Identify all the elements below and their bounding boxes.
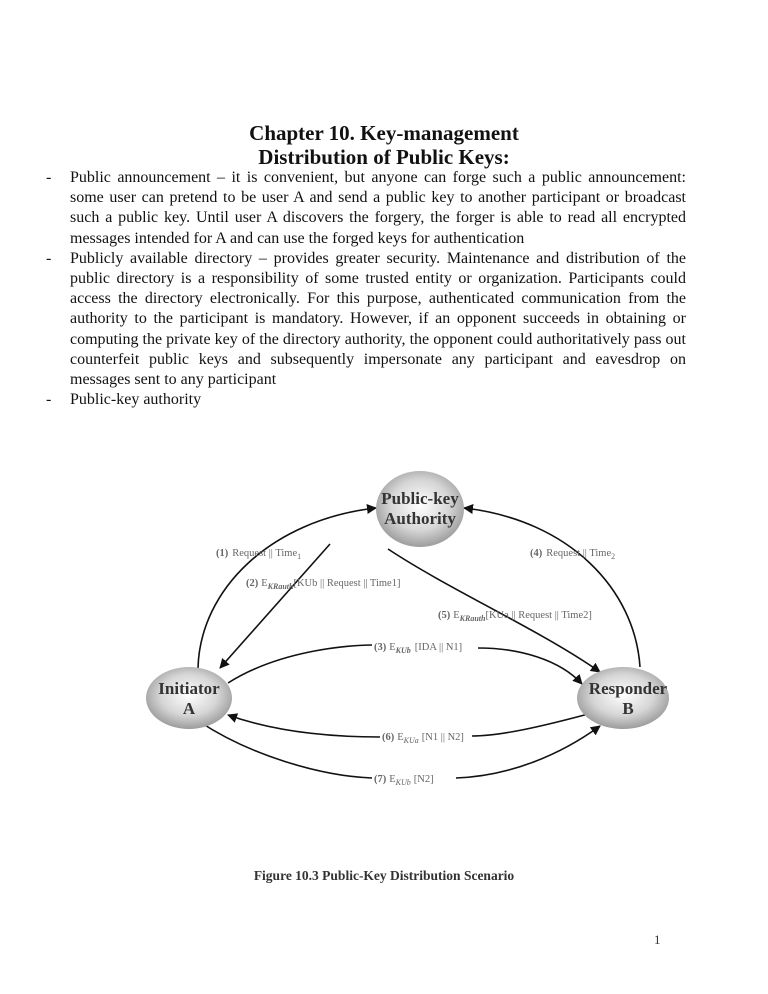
svg-text:B: B	[622, 699, 634, 718]
edge-7-label: (7) $E_{KUb}$ [N2]	[374, 774, 434, 787]
edge-2-label: (2) $E_{KRauth}[KUb$ || Request || Time1]	[246, 578, 401, 591]
bullet-list	[46, 168, 686, 410]
bullet-dash: -	[46, 391, 52, 409]
bullet-text: Publicly available directory – provides greater security. Maintenance and distribution of the public directory is a responsibility of some trusted entity or organization. Participants could access the directory electronically. For this purpose, authenticated communication from the authority to the participant is mandatory. However, if an opponent succeeds in obtaining or computing the private key of the directory authority, the opponent could authoritatively pass out counterfeit public keys and subsequently impersonate any participant and eavesdrop on messages sent to any participant	[70, 249, 686, 389]
bullet-public-directory	[46, 249, 686, 390]
edge-1-label: (1) Request || Time$_1$	[216, 548, 302, 561]
node-responder-b	[577, 667, 669, 729]
edge-5-label: (5) $E_{KRauth}[KUa$ || Request || Time2]	[438, 610, 592, 623]
bullet-dash: -	[46, 249, 52, 267]
chapter-title: Chapter 10. Key-management	[249, 121, 519, 145]
section-title: Distribution of Public Keys:	[258, 145, 510, 169]
svg-text:Public-key: Public-key	[381, 489, 459, 508]
edge-7-arrow	[200, 722, 600, 778]
page-number: 1	[654, 932, 661, 947]
edge-4-label: (4) Request || Time$_2$	[530, 548, 616, 561]
edge-3-label: (3) $E_{KUb}$ [IDA || N1]	[374, 642, 463, 655]
bullet-text: Public announcement – it is convenient, but anyone can forge such a public announcement: some user can pretend to be user A and send a public key to another participant or broadcast such a public key. Until user A discovers the forgery, the forger is able to read all encrypted messages intended for A and can use the forged keys for authentication	[70, 169, 686, 247]
svg-text:Authority: Authority	[384, 509, 456, 528]
edge-4-arrow	[464, 508, 640, 667]
public-key-distribution-diagram	[0, 470, 768, 830]
svg-text:Responder: Responder	[588, 679, 668, 698]
node-initiator-a	[146, 667, 232, 729]
figure-caption: Figure 10.3 Public-Key Distribution Scenario	[253, 868, 515, 883]
edge-6-arrow	[228, 713, 592, 737]
node-public-key-authority	[376, 471, 464, 547]
bullet-public-key-authority	[46, 390, 686, 410]
edge-2-arrow	[220, 544, 330, 668]
edge-6-label: (6) $E_{KUa}$ [N1 || N2]	[382, 732, 464, 745]
bullet-dash: -	[46, 169, 52, 186]
svg-text:Initiator: Initiator	[158, 679, 220, 698]
bullet-public-announcement	[46, 168, 686, 249]
bullet-text: Public-key authority	[70, 391, 202, 409]
svg-text:A: A	[182, 699, 196, 718]
